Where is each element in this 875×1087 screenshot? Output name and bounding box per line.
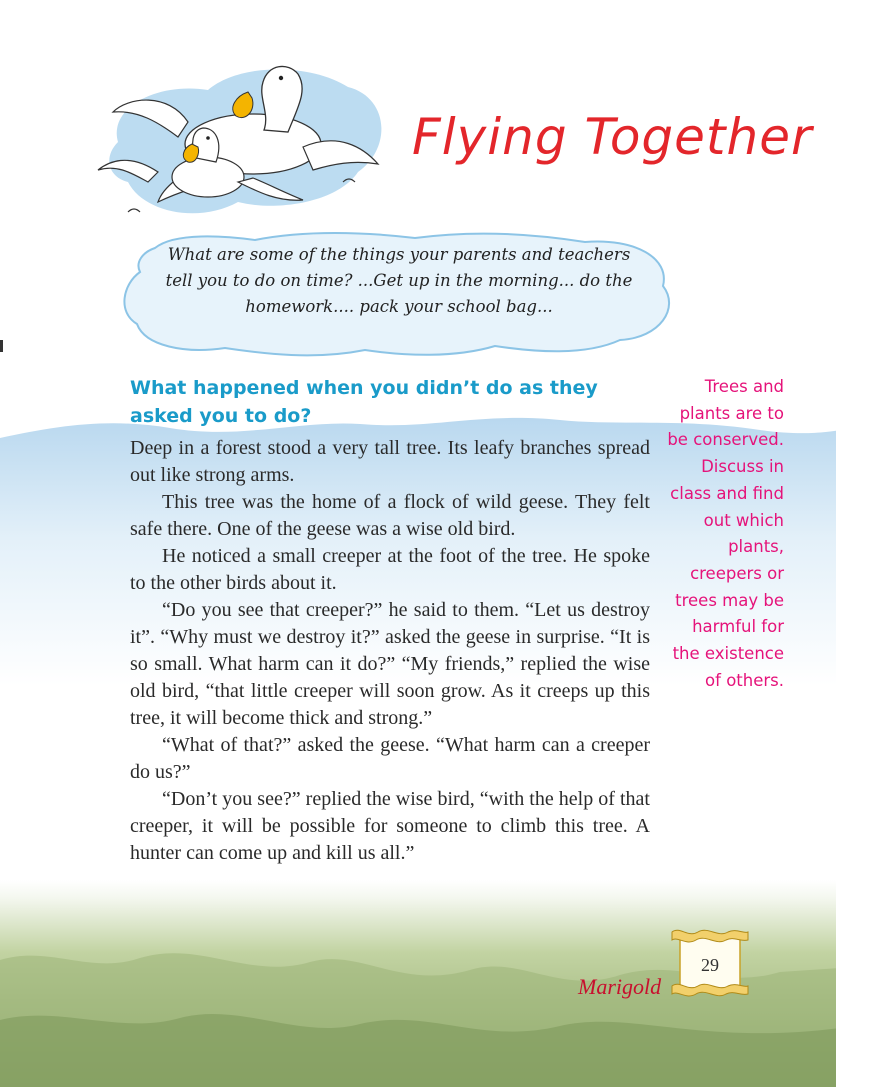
page-number: 29 (701, 955, 719, 975)
intro-thought-cloud (115, 228, 683, 360)
page-edge-mark (0, 340, 3, 352)
side-note: Trees and plants are to be conserved. Discuss in class and find out which plants, creepers or trees may be harmful for the existence of others. (667, 377, 784, 690)
story-paragraph: “Do you see that creeper?” he said to them. “Let us destroy it”. “Why must we destroy it?” asked the geese in surprise. “It is so small. What harm can it do?” “My friends,” replied the wise old bird, “that little creeper will soon grow. As it creeps up this tree, it will become thick and strong.” (130, 599, 650, 729)
story-paragraph: This tree was the home of a flock of wild geese. They felt safe there. One of the geese was a wise old bird. (130, 491, 650, 540)
story-paragraph: “Don’t you see?” replied the wise bird, “with the help of that creeper, it will be possible for someone to climb this tree. A hunter can come up and kill us all.” (130, 788, 650, 864)
story-text (130, 435, 650, 867)
story-paragraph: He noticed a small creeper at the foot of the tree. He spoke to the other birds about it. (130, 545, 650, 594)
geese-illustration (88, 52, 388, 234)
story-paragraph: “What of that?” asked the geese. “What harm can a creeper do us?” (130, 734, 650, 783)
book-title-footer: Marigold (578, 974, 662, 999)
intro-prompt-text: What are some of the things your parents and teachers tell you to do on time? ...Get up in the morning... do the homework.... pack your school bag... (165, 245, 633, 316)
question-heading: What happened when you didn’t do as they asked you to do? (130, 377, 598, 427)
story-paragraph: Deep in a forest stood a very tall tree. Its leafy branches spread out like strong arms. (130, 437, 650, 486)
page-title: Flying Together (412, 108, 813, 166)
